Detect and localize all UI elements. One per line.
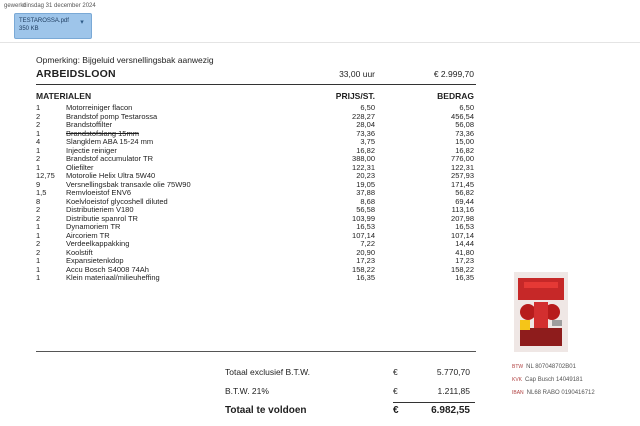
attachment-filename: TESTAROSSA.pdf <box>19 18 69 24</box>
item-price: 20,23 <box>356 171 375 180</box>
item-total: 6,50 <box>459 103 474 112</box>
vat-label: B.T.W. 21% <box>225 386 269 396</box>
item-name: Brandstof accumulator TR <box>66 154 153 163</box>
item-name: Brandstofslang 15mm <box>66 128 139 138</box>
item-total: 16,82 <box>455 145 474 155</box>
item-qty: 1 <box>36 222 41 231</box>
item-qty: 1 <box>36 256 41 265</box>
item-total: 17,23 <box>455 256 474 265</box>
item-total: 158,22 <box>451 264 474 274</box>
item-qty: 1 <box>36 273 41 282</box>
subtotal-value: 5.770,70 <box>436 367 470 377</box>
item-price: 17,23 <box>356 256 375 265</box>
pdf-attachment-chip[interactable] <box>14 13 92 39</box>
total-underline <box>393 402 475 403</box>
iban-value: NL68 RABO 0190416712 <box>526 390 595 396</box>
labour-rate: 33,00 uur <box>339 69 375 79</box>
item-total: 207,98 <box>451 213 474 223</box>
item-price: 16,53 <box>356 222 375 231</box>
item-qty: 2 <box>36 213 41 223</box>
item-total: 56,08 <box>455 120 474 129</box>
price-header: PRIJS/ST. <box>335 91 375 101</box>
engine-photo <box>514 272 568 352</box>
amount-header: BEDRAG <box>437 91 474 101</box>
labour-amount: € 2.999,70 <box>433 69 474 79</box>
item-name: Brandstof pomp Testarossa <box>66 111 158 121</box>
vat-value: 1.211,85 <box>437 386 470 396</box>
grand-total-currency: € <box>393 405 399 416</box>
item-total: 122,31 <box>451 162 474 172</box>
invoice-note: Opmerking: Bijgeluid versnellingsbak aanwezig <box>36 55 214 65</box>
item-price: 56,58 <box>356 205 375 214</box>
item-name: Oliefilter <box>66 162 94 172</box>
item-qty: 2 <box>36 111 41 121</box>
item-total: 69,44 <box>455 196 474 206</box>
item-qty: 1 <box>36 128 41 138</box>
item-total: 107,14 <box>451 230 474 240</box>
item-total: 15,00 <box>455 137 474 146</box>
labour-label: ARBEIDSLOON <box>36 68 116 80</box>
item-name: Motorolie Helix Ultra 5W40 <box>66 171 156 180</box>
item-total: 456,54 <box>451 111 474 121</box>
table-row <box>36 155 476 164</box>
item-qty: 8 <box>36 196 41 206</box>
item-name: Koolstift <box>66 247 93 257</box>
table-row <box>36 240 476 249</box>
item-price: 158,22 <box>352 264 375 274</box>
iban-key: IBAN <box>512 390 524 396</box>
item-name: Injectie reiniger <box>66 145 117 155</box>
item-price: 8,68 <box>360 196 375 206</box>
attachment-size: 350 KB <box>19 26 39 32</box>
subtotal-currency: € <box>393 367 398 377</box>
item-total: 41,80 <box>455 247 474 257</box>
mail-date: dinsdag 31 december 2024 <box>23 3 96 9</box>
item-name: Distributie spanrol TR <box>66 213 138 223</box>
item-price: 19,05 <box>356 179 375 189</box>
item-name: Versnellingsbak transaxle olie 75W90 <box>66 179 191 189</box>
item-qty: 1 <box>36 103 41 112</box>
item-price: 28,04 <box>356 120 375 129</box>
item-qty: 9 <box>36 179 41 189</box>
item-price: 20,90 <box>356 247 375 257</box>
grand-total-value: 6.982,55 <box>431 405 470 416</box>
item-total: 56,82 <box>455 188 474 197</box>
item-name: Brandstoffilter <box>66 120 113 129</box>
status-label: gewerkt <box>4 3 26 9</box>
item-total: 14,44 <box>455 239 474 248</box>
item-name: Koelvloeistof glycoshell diluted <box>66 196 168 206</box>
subtotal-label: Totaal exclusief B.T.W. <box>225 367 311 377</box>
table-row <box>36 274 476 283</box>
item-price: 6,50 <box>360 103 375 112</box>
item-qty: 1 <box>36 162 41 172</box>
item-name: Accu Bosch S4008 74Ah <box>66 264 149 274</box>
item-name: Expansietenkdop <box>66 256 124 265</box>
item-price: 16,35 <box>356 273 375 282</box>
materials-table <box>36 104 476 283</box>
item-price: 107,14 <box>352 230 375 240</box>
item-total: 113,16 <box>451 205 474 214</box>
item-total: 16,35 <box>455 273 474 282</box>
materials-header: MATERIALEN <box>36 91 92 101</box>
item-price: 3,75 <box>360 137 375 146</box>
item-qty: 1 <box>36 264 41 274</box>
btw-key: BTW <box>512 364 524 370</box>
item-price: 37,88 <box>356 188 375 197</box>
item-name: Remvloeistof ENV6 <box>66 188 132 197</box>
btw-value: NL 807048702B01 <box>526 364 576 370</box>
kvk-number <box>512 377 583 383</box>
item-qty: 1 <box>36 230 41 240</box>
item-name: Klein materiaal/milieuheffing <box>66 273 160 282</box>
item-qty: 2 <box>36 205 41 214</box>
section-divider <box>36 84 476 85</box>
engine-photo-graphic <box>514 272 568 352</box>
item-price: 122,31 <box>352 162 375 172</box>
item-name: Motorreiniger flacon <box>66 103 133 112</box>
item-total: 776,00 <box>451 154 474 163</box>
item-name: Dynamoriem TR <box>66 222 121 231</box>
totals-divider <box>36 351 476 352</box>
vat-currency: € <box>393 386 398 396</box>
item-qty: 2 <box>36 247 41 257</box>
kvk-value: Cap Busch 14049181 <box>525 377 583 383</box>
item-price: 73,36 <box>356 128 375 138</box>
grand-total-label: Totaal te voldoen <box>225 405 307 416</box>
item-qty: 2 <box>36 120 41 129</box>
mail-header <box>0 0 640 12</box>
item-qty: 1,5 <box>36 188 47 197</box>
kvk-key: KVK <box>512 377 523 383</box>
iban-number <box>512 390 595 396</box>
item-qty: 12,75 <box>36 171 55 180</box>
item-qty: 2 <box>36 154 41 163</box>
item-total: 171,45 <box>451 179 474 189</box>
header-divider <box>0 42 640 43</box>
item-price: 7,22 <box>360 239 375 248</box>
item-price: 103,99 <box>352 213 375 223</box>
item-qty: 4 <box>36 137 41 146</box>
item-price: 16,82 <box>356 145 375 155</box>
item-name: Distributieriem V180 <box>66 205 134 214</box>
item-price: 388,00 <box>352 154 375 163</box>
item-name: Verdeelkappakking <box>66 239 130 248</box>
chevron-down-icon[interactable]: ▾ <box>80 19 84 26</box>
item-qty: 1 <box>36 145 41 155</box>
item-total: 73,36 <box>455 128 474 138</box>
item-total: 257,93 <box>451 171 474 180</box>
item-total: 16,53 <box>455 222 474 231</box>
btw-number <box>512 364 576 370</box>
item-price: 228,27 <box>352 111 375 121</box>
item-qty: 2 <box>36 239 41 248</box>
item-name: Aircoriem TR <box>66 230 110 240</box>
item-name: Slangklem ABA 15-24 mm <box>66 137 154 146</box>
